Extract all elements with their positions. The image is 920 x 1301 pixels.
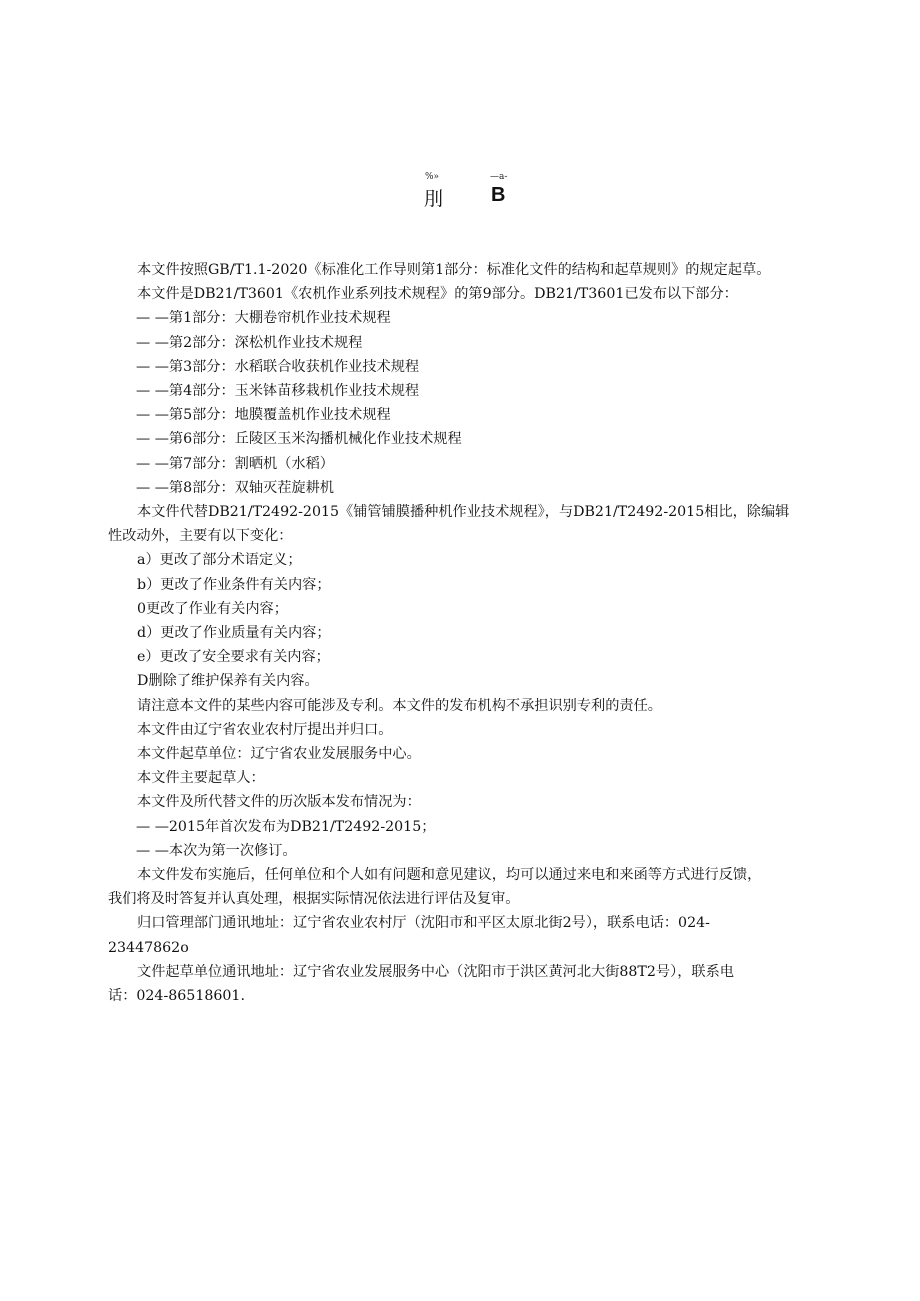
paragraph-admin-address: 归口管理部门通讯地址：辽宁省农业农村厅（沈阳市和平区太原北街2号），联系电话：024- xyxy=(137,915,710,932)
paragraph-patent-notice: 请注意本文件的某些内容可能涉及专利。本文件的发布机构不承担识别专利的责任。 xyxy=(137,697,662,714)
heading-big-left: 刖 xyxy=(424,188,444,210)
change-item-d: d）更改了作业质量有关内容； xyxy=(137,625,331,642)
paragraph-feedback: 本文件发布实施后，任何单位和个人如有问题和意见建议，均可以通过来电和来函等方式进行反馈， xyxy=(137,867,762,884)
foreword-body xyxy=(108,258,824,1008)
paragraph-proposer: 本文件由辽宁省农业农村厅提出并归口。 xyxy=(137,721,393,738)
list-item-part-3: — —第3部分：水稻联合收获机作业技术规程 xyxy=(136,358,420,375)
paragraph-feedback-cont: 我们将及时答复并认真处理，根据实际情况依法进行评估及复审。 xyxy=(108,891,520,908)
list-item-part-1: — —第1部分：大棚卷帘机作业技术规程 xyxy=(136,310,391,327)
list-item-part-2: — —第2部分：深松机作业技术规程 xyxy=(136,334,363,351)
history-item-2015: — —2015年首次发布为DB21/T2492-2015； xyxy=(136,818,436,835)
foreword-heading xyxy=(0,172,920,212)
change-item-e: e）更改了安全要求有关内容； xyxy=(137,649,330,666)
paragraph-drafters: 本文件主要起草人： xyxy=(137,770,265,787)
list-item-part-7: — —第7部分：割晒机（水稻） xyxy=(136,455,334,472)
paragraph-replacement-cont: 性改动外，主要有以下变化： xyxy=(108,528,293,545)
paragraph-history: 本文件及所代替文件的历次版本发布情况为： xyxy=(137,794,421,811)
paragraph-drafting-basis: 本文件按照GB/T1.1-2020《标准化工作导则第1部分：标准化文件的结构和起草规则》的规定起草。 xyxy=(137,262,771,278)
paragraph-replacement: 本文件代替DB21/T2492-2015《铺管铺膜播种机作业技术规程》，与DB21/T2492-2015相比，除编辑 xyxy=(137,504,790,521)
list-item-part-4: — —第4部分：玉米钵苗移栽机作业技术规程 xyxy=(136,383,420,400)
list-item-part-6: — —第6部分：丘陵区玉米沟播机械化作业技术规程 xyxy=(136,431,462,448)
list-item-part-5: — —第5部分：地膜覆盖机作业技术规程 xyxy=(136,407,391,424)
paragraph-admin-address-cont: 23447862o xyxy=(108,939,189,956)
history-item-revision: — —本次为第一次修订。 xyxy=(136,842,297,859)
change-item-c: 0更改了作业有关内容； xyxy=(137,600,288,617)
list-item-part-8: — —第8部分：双轴灭茬旋耕机 xyxy=(136,479,334,496)
change-item-b: b）更改了作业条件有关内容； xyxy=(137,576,331,593)
heading-big-right: B xyxy=(491,184,506,206)
paragraph-drafter-address-cont: 话：024-86518601. xyxy=(108,988,245,1005)
change-item-f: D删除了维护保养有关内容。 xyxy=(137,673,319,690)
heading-small-left: %» xyxy=(425,172,440,182)
paragraph-drafting-unit: 本文件起草单位：辽宁省农业发展服务中心。 xyxy=(137,746,421,763)
change-item-a: a）更改了部分术语定义； xyxy=(137,552,302,569)
paragraph-drafter-address: 文件起草单位通讯地址：辽宁省农业发展服务中心（沈阳市于洪区黄河北大街88T2号），联系电 xyxy=(137,963,734,980)
heading-small-right: —a- xyxy=(490,172,508,182)
paragraph-series-intro: 本文件是DB21/T3601《农机作业系列技术规程》的第9部分。DB21/T3601已发布以下部分： xyxy=(137,286,738,303)
